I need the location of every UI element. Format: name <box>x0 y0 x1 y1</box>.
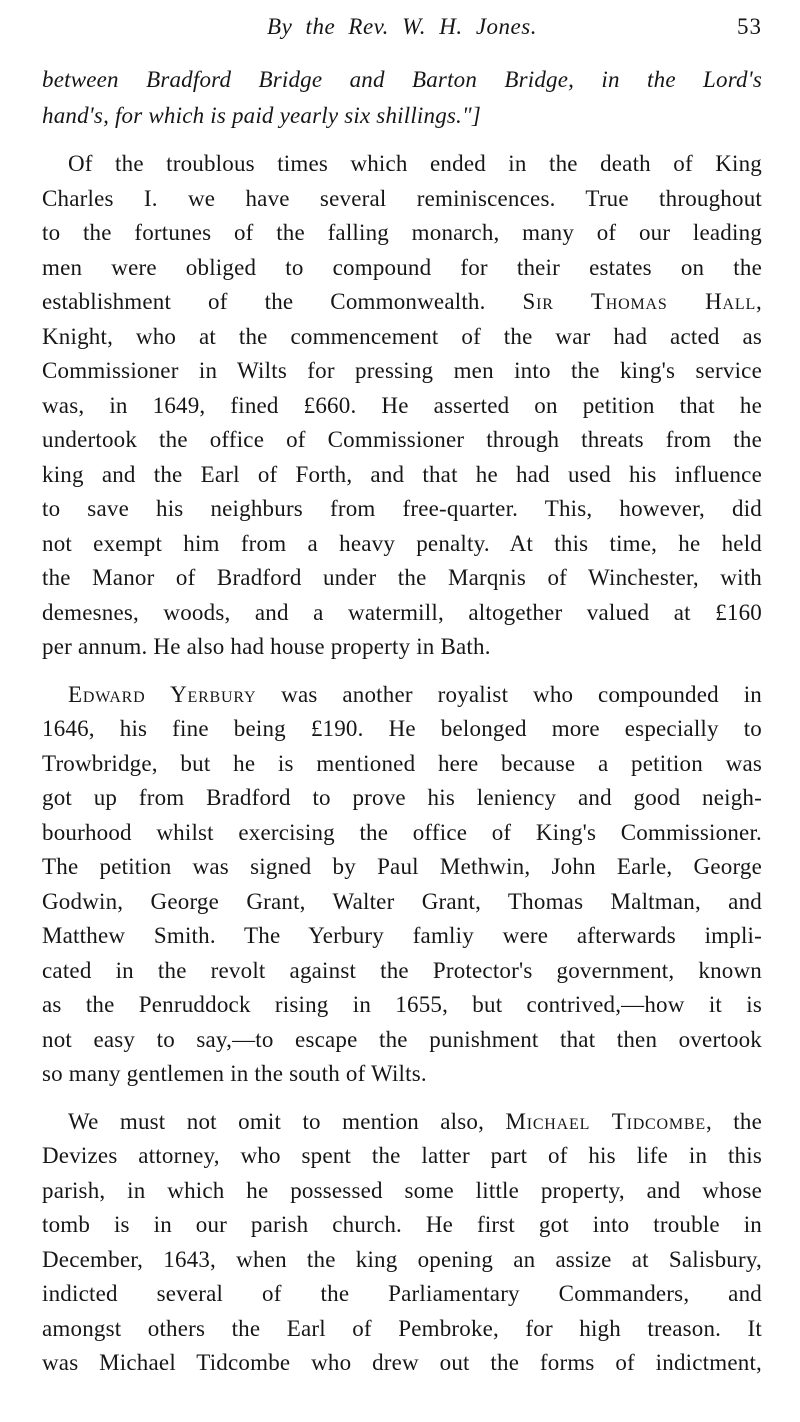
text-line: the Manor of Bradford under the Marqnis of Winchester, with <box>42 565 762 590</box>
text-line: got up from Bradford to prove his leniency and good neigh- <box>42 785 762 810</box>
text-segment: , the <box>705 1108 762 1134</box>
text-line: parish, in which he possessed some little property, and whose <box>42 1177 762 1203</box>
text-line: men were obliged to compound for their estates on the <box>42 254 762 280</box>
person-name-smallcaps: Sir Thomas Hall <box>522 289 757 314</box>
text-line: as the Penruddock rising in 1655, but contrived,—how it is <box>42 992 762 1017</box>
text-line: 1646, his fine being £190. He belonged more especially to <box>42 716 762 741</box>
paragraph-sir-thomas-hall <box>42 147 762 665</box>
text-line: tomb is in our parish church. He first got into trouble in <box>42 1212 762 1237</box>
text-line: Charles I. we have several reminiscences. True throughout <box>42 185 762 211</box>
quote-line: between Bradford Bridge and Barton Bridge, in the Lord's <box>42 67 762 92</box>
text-line: Trowbridge, but he is mentioned here because a petition was <box>42 750 762 776</box>
paragraph-edward-yerbury <box>42 678 762 1092</box>
text-line: Godwin, George Grant, Walter Grant, Thomas Maltman, and <box>42 888 762 914</box>
text-segment: , <box>756 289 762 314</box>
text-line: indicted several of the Parliamentary Commanders, and <box>42 1281 762 1306</box>
person-name-smallcaps: Michael Tidcombe <box>505 1108 706 1134</box>
text-line: Devizes attorney, who spent the latter part of his life in this <box>42 1143 762 1168</box>
text-line: undertook the office of Commissioner through threats from the <box>42 427 762 452</box>
quote-line: hand's, for which is paid yearly six shillings."] <box>42 103 482 128</box>
text-line: amongst others the Earl of Pembroke, for high treason. It <box>42 1315 762 1341</box>
text-line: was, in 1649, fined £660. He asserted on petition that he <box>42 392 762 418</box>
text-line <box>42 678 762 713</box>
text-line: to the fortunes of the falling monarch, many of our leading <box>42 220 762 245</box>
text-line <box>42 285 762 320</box>
text-line: Commissioner in Wilts for pressing men into the king's service <box>42 358 762 383</box>
text-line: demesnes, woods, and a watermill, altogether valued at £160 <box>42 599 762 625</box>
text-line: bourhood whilst exercising the office of King's Commissioner. <box>42 819 762 845</box>
page-header <box>42 14 762 48</box>
text-segment: establishment of the Commonwealth. <box>42 289 523 314</box>
quote-block <box>42 62 762 134</box>
text-line: not easy to say,—to escape the punishment that then overtook <box>42 1026 762 1052</box>
running-title: By the Rev. W. H. Jones. <box>267 14 537 39</box>
text-line: not exempt him from a heavy penalty. At this time, he held <box>42 530 762 556</box>
paragraph-michael-tidcombe <box>42 1105 762 1381</box>
text-line: Knight, who at the commencement of the war had acted as <box>42 323 762 349</box>
text-line: The petition was signed by Paul Methwin, John Earle, George <box>42 854 762 879</box>
text-line: king and the Earl of Forth, and that he had used his influence <box>42 461 762 487</box>
person-name-smallcaps: Edward Yerbury <box>68 681 257 707</box>
text-line: per annum. He also had house property in Bath. <box>42 634 491 659</box>
text-line: was Michael Tidcombe who drew out the forms of indictment, <box>42 1350 762 1375</box>
text-line: Of the troublous times which ended in the death of King <box>68 151 762 176</box>
text-line: cated in the revolt against the Protector's government, known <box>42 957 762 983</box>
text-line: to save his neighburs from free-quarter. This, however, did <box>42 496 762 521</box>
text-line: so many gentlemen in the south of Wilts. <box>42 1061 427 1086</box>
text-line: December, 1643, when the king opening an assize at Salisbury, <box>42 1246 762 1272</box>
text-segment: was another royalist who compounded in <box>256 681 762 707</box>
text-line: Matthew Smith. The Yerbury famliy were afterwards impli- <box>42 923 762 948</box>
page-number: 53 <box>737 14 762 39</box>
text-segment: We must not omit to mention also, <box>68 1108 506 1134</box>
text-line <box>42 1105 762 1140</box>
